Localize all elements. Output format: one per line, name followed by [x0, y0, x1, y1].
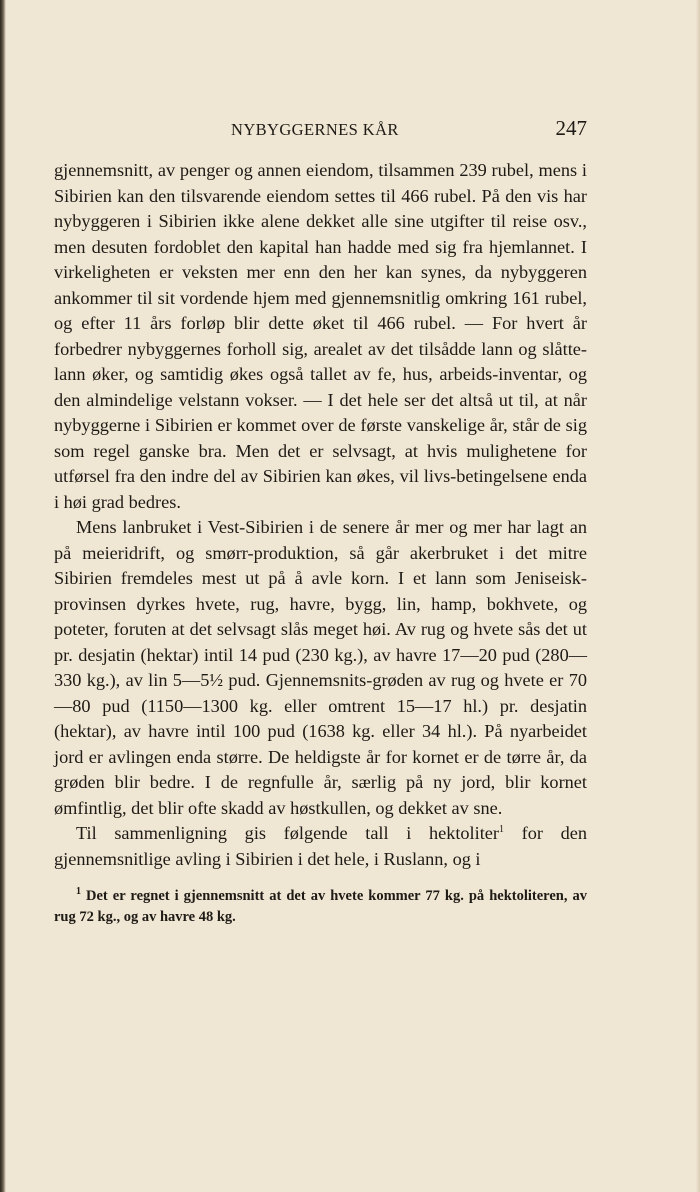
binding-shadow — [0, 0, 6, 1192]
footnote — [54, 886, 587, 928]
paragraph-3 — [54, 821, 587, 872]
footnote-text: Det er regnet i gjennemsnitt at det av hvete kommer 77 kg. på hektoliteren, av rug 72 kg., og av havre 48 kg. — [54, 888, 587, 925]
paragraph-3-end: for den gjennemsnitlige avling i Sibirien i det hele, i Ruslann, og i — [54, 823, 588, 869]
body-text — [54, 158, 587, 872]
running-title: NYBYGGERNES KÅR — [231, 120, 399, 139]
paragraph-1: gjennemsnitt, av penger og annen eiendom, tilsammen 239 rubel, mens i Sibirien kan den tilsvarende eiendom settes til 466 rubel. På den vis har nybyggeren i Sibirien ikke alene dekket alle sine utgifter til reise osv., men desuten fordoblet den kapital han hadde med sig fra hjemlannet. I virkeligheten er veksten mer enn den her kan synes, da nybyggeren ankommer til sit vordende hjem med gjennemsnitlig omkring 161 rubel, og efter 11 års forløp blir dette øket til 466 rubel. — For hvert år forbedrer nybyggernes forholl sig, arealet av det tilsådde lann og slåtte-lann øker, og samtidig økes også tallet av fe, hus, arbeids-inventar, og den almindelige velstann vokser. — I det hele ser det altså ut til, at når nybyggerne i Sibirien er kommet over de første vanskelige år, står de sig som regel ganske bra. Men det er selvsagt, at hvis mulighetene for utførsel fra den indre del av Sibirien kan økes, vil livs-betingelsene enda i høi grad bedres. — [54, 160, 587, 512]
running-header — [54, 114, 587, 154]
paragraph-3-start: Til sammenligning gis følgende tall i hektoliter — [76, 823, 500, 843]
paragraph-2: Mens lanbruket i Vest-Sibirien i de senere år mer og mer har lagt an på meieridrift, og smørr-produktion, så går akerbruket i det mitre Sibirien fremdeles mest ut på å avle korn. I et lann som Jeniseisk-provinsen dyrkes hvete, rug, havre, bygg, lin, hamp, bokhvete, og poteter, foruten at det selvsagt slås meget høi. Av rug og hvete sås det ut pr. desjatin (hektar) intil 14 pud (230 kg.), av havre 17—20 pud (280—330 kg.), av lin 5—5½ pud. Gjennemsnits-grøden av rug og hvete er 70—80 pud (1150—1300 kg. eller omtrent 15—17 hl.) pr. desjatin (hektar), av havre intil 100 pud (1638 kg. eller 34 hl.). På nyarbeidet jord er avlingen enda større. De heldigste år for kornet er de tørre år, da grøden blir bedre. I de regnfulle år, særlig på ny jord, blir kornet ømfintlig, det blir ofte skadd av høstkullen, og dekket av sne. — [54, 517, 587, 818]
footnote-marker: 1 — [76, 886, 81, 898]
footnote-reference: 1 — [499, 823, 505, 835]
page-number: 247 — [555, 116, 587, 140]
page-content — [54, 114, 587, 928]
page-edge — [696, 0, 700, 1192]
